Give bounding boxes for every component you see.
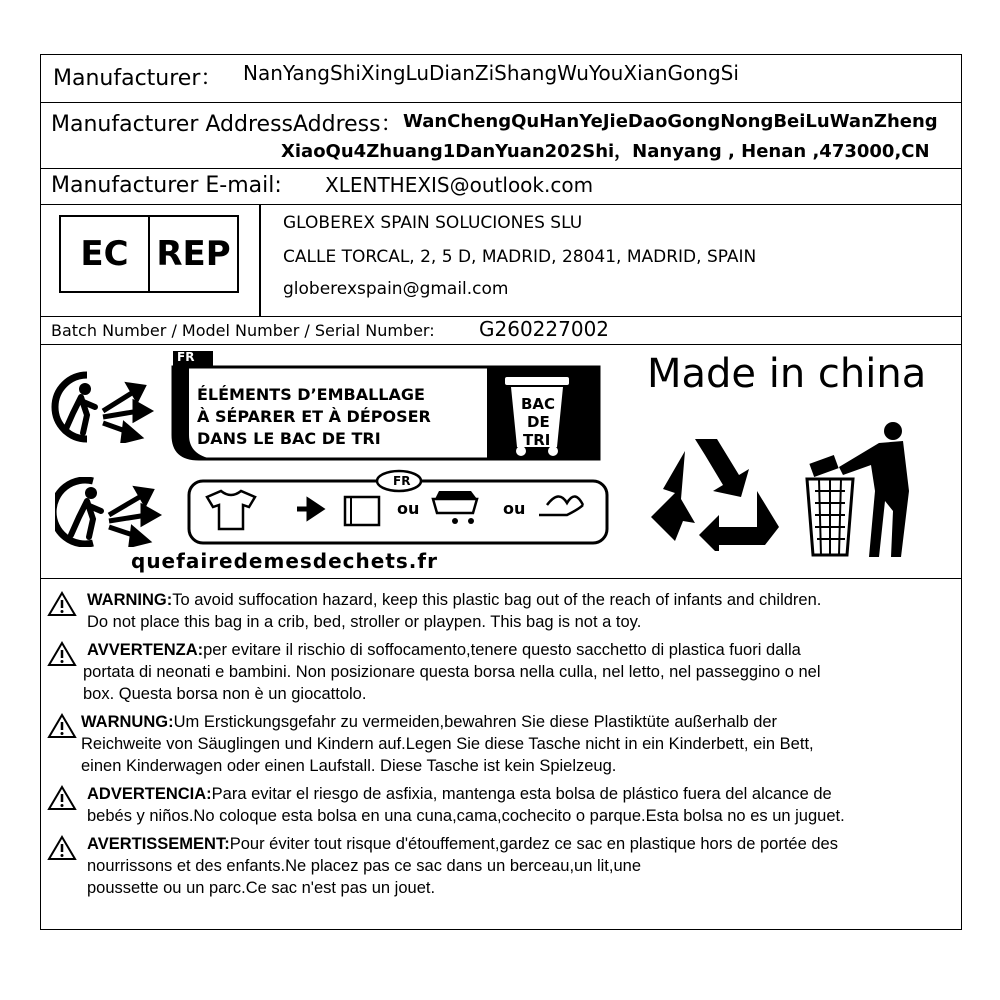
ec-rep-vertical-divider bbox=[259, 205, 261, 316]
address-label: Manufacturer AddressAddress： bbox=[51, 112, 403, 137]
email-row bbox=[41, 169, 961, 205]
warning-en-head: WARNING: bbox=[87, 591, 173, 609]
warning-it-line-2: portata di neonati e bambini. Non posizionare questa borsa nella culla, nel letto, nel passeggino o nel bbox=[83, 663, 821, 681]
manufacturer-value: NanYangShiXingLuDianZiShangWuYouXianGongSi bbox=[243, 61, 739, 85]
warning-de-line-3: einen Kinderwagen oder einen Laufstall. Diese Tasche ist kein Spielzeug. bbox=[81, 757, 617, 775]
batch-row bbox=[41, 317, 961, 345]
info-tri-line-2: À SÉPARER ET À DÉPOSER bbox=[197, 407, 431, 426]
product-label bbox=[40, 54, 962, 930]
warning-de-head: WARNUNG: bbox=[81, 713, 174, 731]
email-value: XLENTHEXIS@outlook.com bbox=[325, 173, 594, 197]
bin-text-3: TRI bbox=[523, 431, 551, 449]
ec-rep-row bbox=[41, 205, 961, 317]
fr-tag-2: FR bbox=[393, 474, 411, 488]
recycle-icon bbox=[645, 431, 785, 551]
warning-triangle-icon bbox=[47, 785, 77, 811]
info-tri-line-3: DANS LE BAC DE TRI bbox=[197, 429, 381, 448]
warning-triangle-icon bbox=[47, 835, 77, 861]
batch-value: G260227002 bbox=[479, 317, 610, 341]
ou-text-1: ou bbox=[397, 499, 420, 518]
warning-it-line-3: box. Questa borsa non è un giocattolo. bbox=[83, 685, 367, 703]
warning-triangle-icon bbox=[47, 641, 77, 667]
ec-rep-symbol bbox=[59, 215, 239, 293]
warning-triangle-icon bbox=[47, 713, 77, 739]
tidy-man-icon bbox=[801, 421, 921, 561]
warning-fr-line-3: poussette ou un parc.Ce sac n'est pas un jouet. bbox=[87, 879, 436, 897]
ec-rep-company: GLOBEREX SPAIN SOLUCIONES SLU bbox=[283, 213, 583, 233]
email-label: Manufacturer E-mail: bbox=[51, 173, 282, 198]
recycling-row bbox=[41, 345, 961, 579]
warnings-section bbox=[41, 579, 961, 931]
warning-fr-head: AVERTISSEMENT: bbox=[87, 835, 230, 853]
warning-es-head: ADVERTENCIA: bbox=[87, 785, 212, 803]
warning-en-line-1: To avoid suffocation hazard, keep this plastic bag out of the reach of infants and children. bbox=[172, 591, 822, 609]
address-line-1: WanChengQuHanYeJieDaoGongNongBeiLuWanZheng bbox=[403, 111, 938, 132]
website-text: quefairedemesdechets.fr bbox=[131, 549, 438, 573]
warning-fr-line-1: Pour éviter tout risque d'étouffement,gardez ce sac en plastique hors de portée des bbox=[229, 835, 838, 853]
warning-triangle-icon bbox=[47, 591, 77, 617]
warning-de-line-2: Reichweite von Säuglingen und Kindern auf.Legen Sie diese Tasche nicht in ein Kinderbett, ein Bett, bbox=[81, 735, 814, 753]
warning-en-line-2: Do not place this bag in a crib, bed, stroller or playpen. This bag is not a toy. bbox=[87, 613, 642, 631]
warning-fr-line-2: nourrissons et des enfants.Ne placez pas ce sac dans un berceau,un lit,une bbox=[87, 857, 642, 875]
bin-text-1: BAC bbox=[521, 395, 556, 413]
warning-es-line-2: bebés y niños.No coloque esta bolsa en una cuna,cama,cochecito o parque.Esta bolsa no es un juguet. bbox=[87, 807, 845, 825]
bin-text-2: DE bbox=[527, 413, 550, 431]
warning-it-head: AVVERTENZA: bbox=[87, 641, 204, 659]
warning-de-line-1: Um Erstickungsgefahr zu vermeiden,bewahren Sie diese Plastiktüte außerhalb der bbox=[173, 713, 778, 731]
warning-it-line-1: per evitare il rischio di soffocamento,tenere questo sacchetto di plastica fuori dalla bbox=[203, 641, 801, 659]
triman-icon-2 bbox=[55, 477, 173, 547]
address-line-2: XiaoQu4Zhuang1DanYuan202Shi，Nanyang , Henan ,473000,CN bbox=[281, 141, 930, 162]
ec-rep-address: CALLE TORCAL, 2, 5 D, MADRID, 28041, MADRID, SPAIN bbox=[283, 247, 757, 267]
rep-text: REP bbox=[156, 234, 231, 274]
fr-tag: FR bbox=[177, 350, 195, 364]
manufacturer-row bbox=[41, 55, 961, 103]
info-tri-line-1: ÉLÉMENTS D’EMBALLAGE bbox=[197, 385, 425, 404]
ec-text: EC bbox=[80, 234, 129, 274]
warning-es-line-1: Para evitar el riesgo de asfixia, mantenga esta bolsa de plástico fuera del alcance de bbox=[211, 785, 832, 803]
ec-rep-email: globerexspain@gmail.com bbox=[283, 279, 509, 299]
triman-icon bbox=[51, 371, 159, 443]
batch-label: Batch Number / Model Number / Serial Number: bbox=[51, 321, 435, 340]
address-row bbox=[41, 103, 961, 169]
ou-text-2: ou bbox=[503, 499, 526, 518]
made-in-text: Made in china bbox=[647, 351, 927, 397]
manufacturer-label: Manufacturer： bbox=[53, 66, 223, 91]
